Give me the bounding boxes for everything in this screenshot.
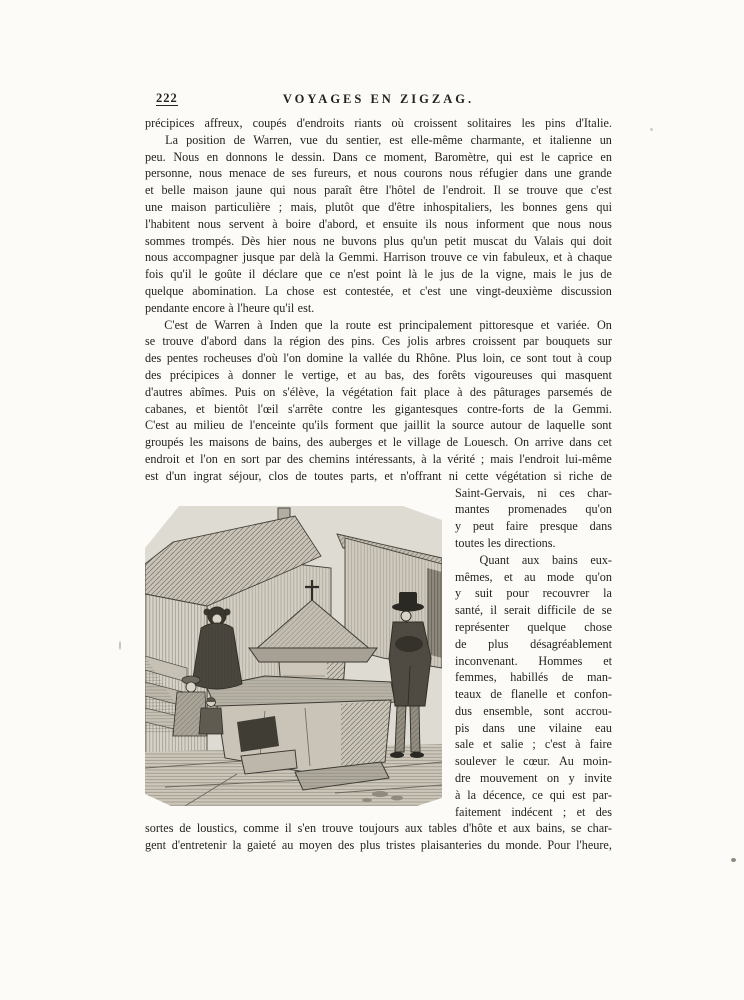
text-line: mêmes, et au mode qu'on bbox=[455, 569, 612, 584]
text-line: mantes promenades qu'on bbox=[455, 502, 612, 517]
figure-and-column-block bbox=[145, 486, 612, 822]
text-line: toutes les directions. bbox=[455, 535, 556, 550]
text-line: personne, nous menace de ses fureurs, et nous courons nous réfugier dans une grande bbox=[145, 166, 612, 181]
text-line: représenter quelque chose bbox=[455, 619, 612, 634]
text-line: pis dans une vilaine eau bbox=[455, 720, 612, 735]
text-line: dus ensemble, sont accrou- bbox=[455, 703, 612, 718]
text-line: est d'un ingrat séjour, clos de toutes parts, et n'offrant ni cette végétation si riche de bbox=[145, 468, 612, 483]
text-line: santé, il serait difficile de se bbox=[455, 603, 612, 618]
text-line: groupés les maisons de bains, des auberges et le village de Louesch. On arrive dans cet bbox=[145, 435, 612, 450]
paragraph-block-top bbox=[145, 116, 612, 486]
text-line: précipices affreux, coupés d'endroits riants où croissent solitaires les pins d'Italie. bbox=[145, 116, 612, 130]
text-line: sommes trompés. Dès hier nous ne buvons plus qu'un petit muscat du Valais qui doit bbox=[145, 233, 612, 248]
text-line: femmes, habillés de man- bbox=[455, 670, 612, 685]
text-line: fois qu'il le goûte il déclare que ce n'est point là le jus de la vigne, mais le jus de bbox=[145, 267, 612, 282]
fountain-engraving bbox=[145, 506, 442, 806]
paragraph-block-right-column bbox=[455, 486, 612, 822]
text-line: y peut faire presque dans bbox=[455, 519, 612, 534]
scan-speckle bbox=[650, 128, 653, 131]
crossed-arms bbox=[395, 636, 423, 652]
text-line: d'autres abîmes. Puis on s'élève, la végétation fait place à des pâturages parsemés de bbox=[145, 384, 612, 399]
text-line: cabanes, et bientôt l'œil s'arrête contre les gigantesques contre-forts de la Gemmi. bbox=[145, 401, 612, 416]
text-line: des pentes rocheuses d'où l'on domine la vallée du Rhône. Plus loin, ce sont tout à coup bbox=[145, 351, 612, 366]
text-line: à la décence, ce qui est par- bbox=[455, 787, 612, 802]
text-line: quelque abomination. La chose est contestée, et c'est une vingt-deuxième discussion bbox=[145, 283, 612, 298]
engraving-figure bbox=[145, 486, 455, 822]
text-line: pendante encore à l'heure qu'il est. bbox=[145, 300, 315, 315]
text-line: l'habitent nous servent à boire d'abord, et ensuite ils nous informent que nous nous bbox=[145, 216, 612, 231]
page-number: 222 bbox=[156, 91, 178, 105]
text-line: inconvenant. Hommes et bbox=[455, 653, 612, 668]
text-line: peu. Nous en donnons le dessin. Dans ce moment, Baromètre, qui est le caprice en bbox=[145, 149, 612, 164]
text-line: gent d'entretenir la gaieté au moyen des plus tristes plaisanteries du monde. Pour l'heure, bbox=[145, 838, 612, 853]
text-line: y suit pour recouvrer la bbox=[455, 586, 612, 601]
text-line: faitement indécent ; et des bbox=[455, 804, 612, 819]
text-line: dre mouvement on y invite bbox=[455, 771, 612, 786]
text-line: C'est de Warren à Inden que la route est principalement pittoresque et variée. On bbox=[164, 317, 612, 332]
scan-speckle bbox=[119, 641, 121, 650]
text-line: Saint-Gervais, ni ces char- bbox=[455, 485, 612, 500]
text-line: sortes de loustics, comme il s'en trouve toujours aux tables d'hôte et aux bains, se char- bbox=[145, 821, 612, 836]
text-line: sale et salie ; c'est à faire bbox=[455, 737, 612, 752]
text-line: et belle maison jaune qui nous paraît être l'hôtel de l'endroit. Il se trouve que c'est bbox=[145, 183, 612, 198]
text-line: des précipices à donner le vertige, et au bas, des forêts vigoureuses qui masquent bbox=[145, 367, 612, 382]
body-text bbox=[145, 116, 612, 855]
text-line: une maison particulière ; mais, plutôt que d'être inhospitaliers, les bonnes gens qui bbox=[145, 199, 612, 214]
text-line: C'est au milieu de l'enceinte qu'ils forment que jaillit la source autour de laquelle sont bbox=[145, 418, 612, 433]
scan-speckle bbox=[731, 858, 736, 862]
text-line: teaux de flanelle et confon- bbox=[455, 687, 612, 702]
text-line: se trouve d'abord dans la région des pins. Ces jolis arbres croissent par bouquets sur bbox=[145, 334, 612, 349]
text-line: endroit et l'on en sort par des chemins intéressants, à la vérité ; mais l'endroit lui-même bbox=[145, 451, 612, 466]
paragraph-block-bottom bbox=[145, 821, 612, 855]
text-line: nous accompagner jusque par delà la Gemmi. Harrison trouve ce vin fabuleux, et à chaque bbox=[145, 250, 612, 265]
running-title: VOYAGES EN ZIGZAG. bbox=[282, 92, 475, 106]
text-line: Quant aux bains eux- bbox=[479, 552, 612, 567]
basin-shadow bbox=[237, 716, 279, 752]
text-line: La position de Warren, vue du sentier, est elle-même charmante, et italienne un bbox=[165, 132, 612, 147]
text-line: soulever le cœur. Au moin- bbox=[455, 754, 612, 769]
text-line: de plus désagréablement bbox=[455, 636, 612, 651]
